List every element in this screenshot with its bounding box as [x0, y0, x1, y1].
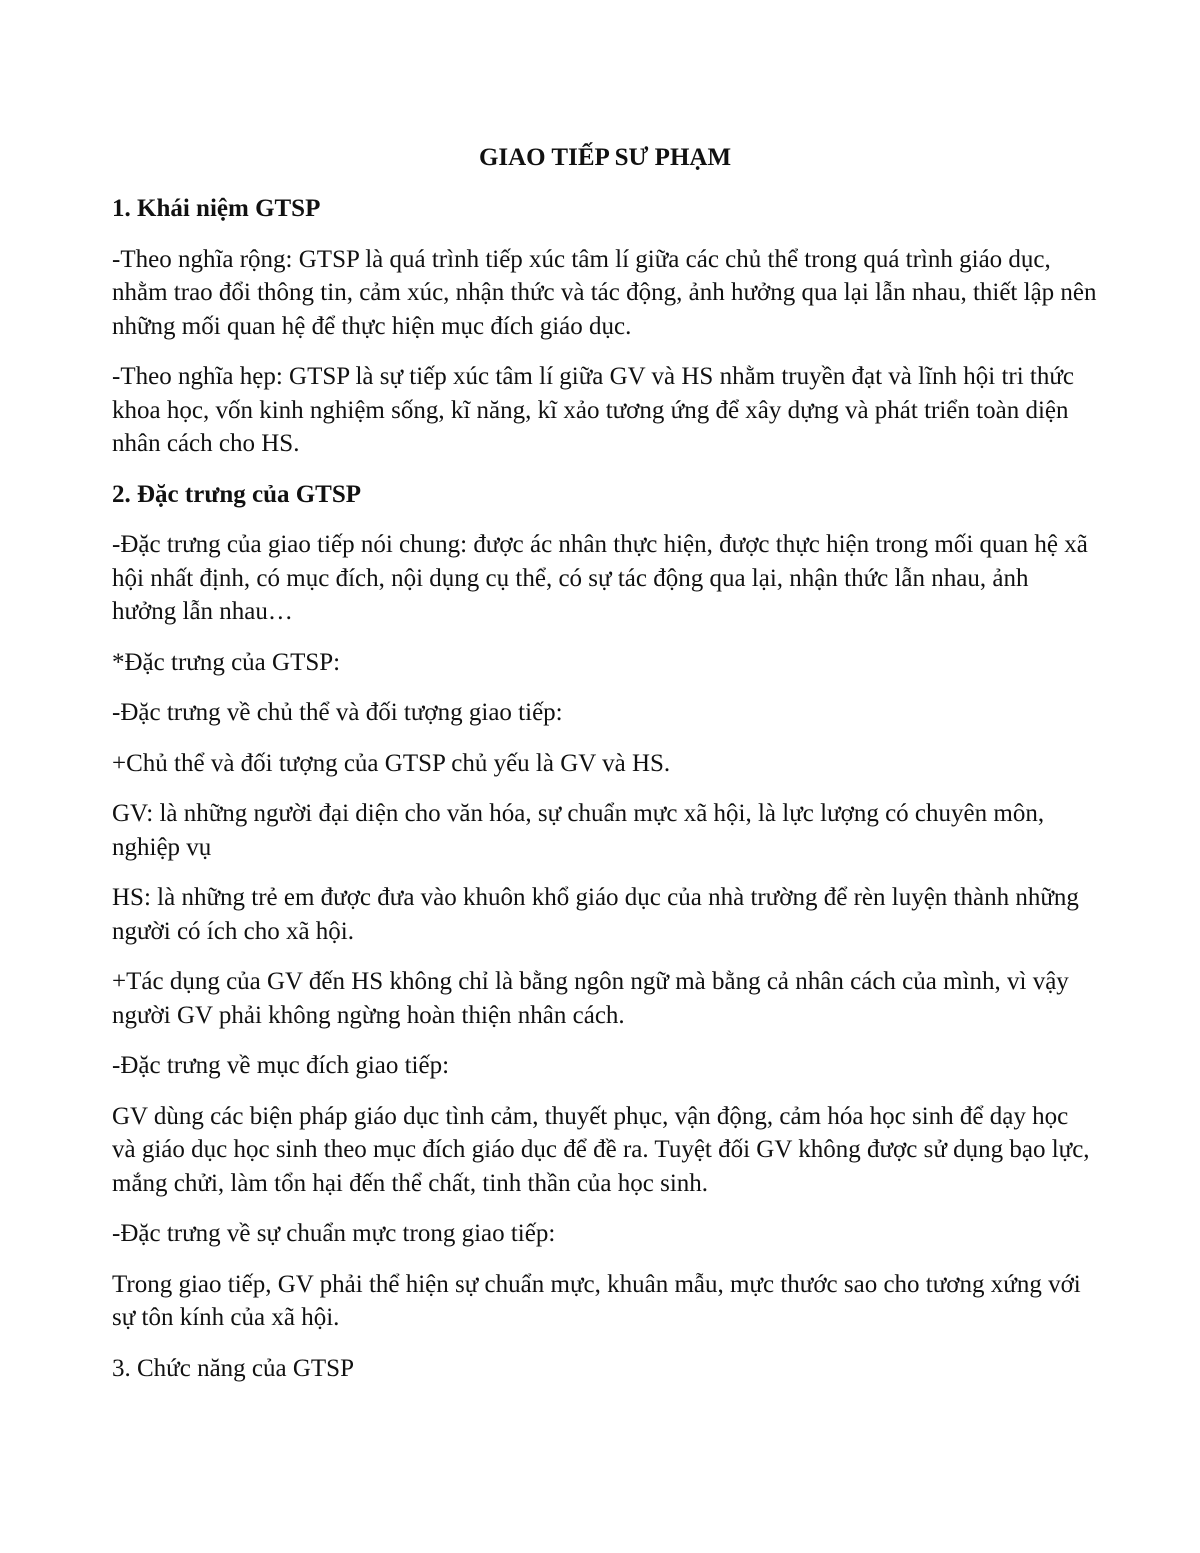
section-2-heading: 2. Đặc trưng của GTSP: [112, 480, 362, 508]
section-2-paragraph-4: +Chủ thể và đối tượng của GTSP chủ yếu là GV và HS.: [112, 749, 671, 777]
section-2-paragraph-9: GV dùng các biện pháp giáo dục tình cảm, thuyết phục, vận động, cảm hóa học sinh để dạy học và giáo dục học sinh theo mục đích giáo dục để đề ra. Tuyệt đối GV không được sử dụng bạo lực, mắng chửi, làm tổn hại đến thể chất, tinh thần của học sinh.: [112, 1102, 1090, 1197]
section-2-paragraph-6: HS: là những trẻ em được đưa vào khuôn khổ giáo dục của nhà trường để rèn luyện thành những người có ích cho xã hội.: [112, 884, 1079, 945]
section-2-paragraph-7: +Tác dụng của GV đến HS không chỉ là bằng ngôn ngữ mà bằng cả nhân cách của mình, vì vậy người GV phải không ngừng hoàn thiện nhân cách.: [112, 968, 1069, 1029]
section-2-paragraph-1: -Đặc trưng của giao tiếp nói chung: được ác nhân thực hiện, được thực hiện trong mối quan hệ xã hội nhất định, có mục đích, nội dụng cụ thể, có sự tác động qua lại, nhận thức lẫn nhau, ảnh hưởng lẫn nhau…: [112, 531, 1088, 625]
section-1-paragraph-2: -Theo nghĩa hẹp: GTSP là sự tiếp xúc tâm lí giữa GV và HS nhằm truyền đạt và lĩnh hội tri thức khoa học, vốn kinh nghiệm sống, kĩ năng, kĩ xảo tương ứng để xây dựng và phát triển toàn diện nhân cách cho HS.: [112, 363, 1075, 457]
section-3-heading: 3. Chức năng của GTSP: [112, 1354, 354, 1382]
section-2-paragraph-8: -Đặc trưng về mục đích giao tiếp:: [112, 1052, 450, 1079]
document-body: [112, 141, 1098, 1402]
section-2-paragraph-11: Trong giao tiếp, GV phải thể hiện sự chuẩn mực, khuân mẫu, mực thước sao cho tương xứng với sự tôn kính của xã hội.: [112, 1270, 1081, 1331]
section-2-paragraph-2: *Đặc trưng của GTSP:: [112, 648, 341, 676]
section-1-heading: 1. Khái niệm GTSP: [112, 195, 321, 222]
section-2-paragraph-5: GV: là những người đại diện cho văn hóa, sự chuẩn mực xã hội, là lực lượng có chuyên môn, nghiệp vụ: [112, 800, 1045, 861]
document-title: GIAO TIẾP SƯ PHẠM: [478, 144, 732, 171]
section-1-paragraph-1: -Theo nghĩa rộng: GTSP là quá trình tiếp xúc tâm lí giữa các chủ thể trong quá trình giáo dục, nhằm trao đổi thông tin, cảm xúc, nhận thức và tác động, ảnh hưởng qua lại lẫn nhau, thiết lập nên những mối quan hệ để thực hiện mục đích giáo dục.: [112, 245, 1097, 340]
section-2-paragraph-3: -Đặc trưng về chủ thể và đối tượng giao tiếp:: [112, 699, 563, 726]
section-2-paragraph-10: -Đặc trưng về sự chuẩn mực trong giao tiếp:: [112, 1220, 556, 1247]
